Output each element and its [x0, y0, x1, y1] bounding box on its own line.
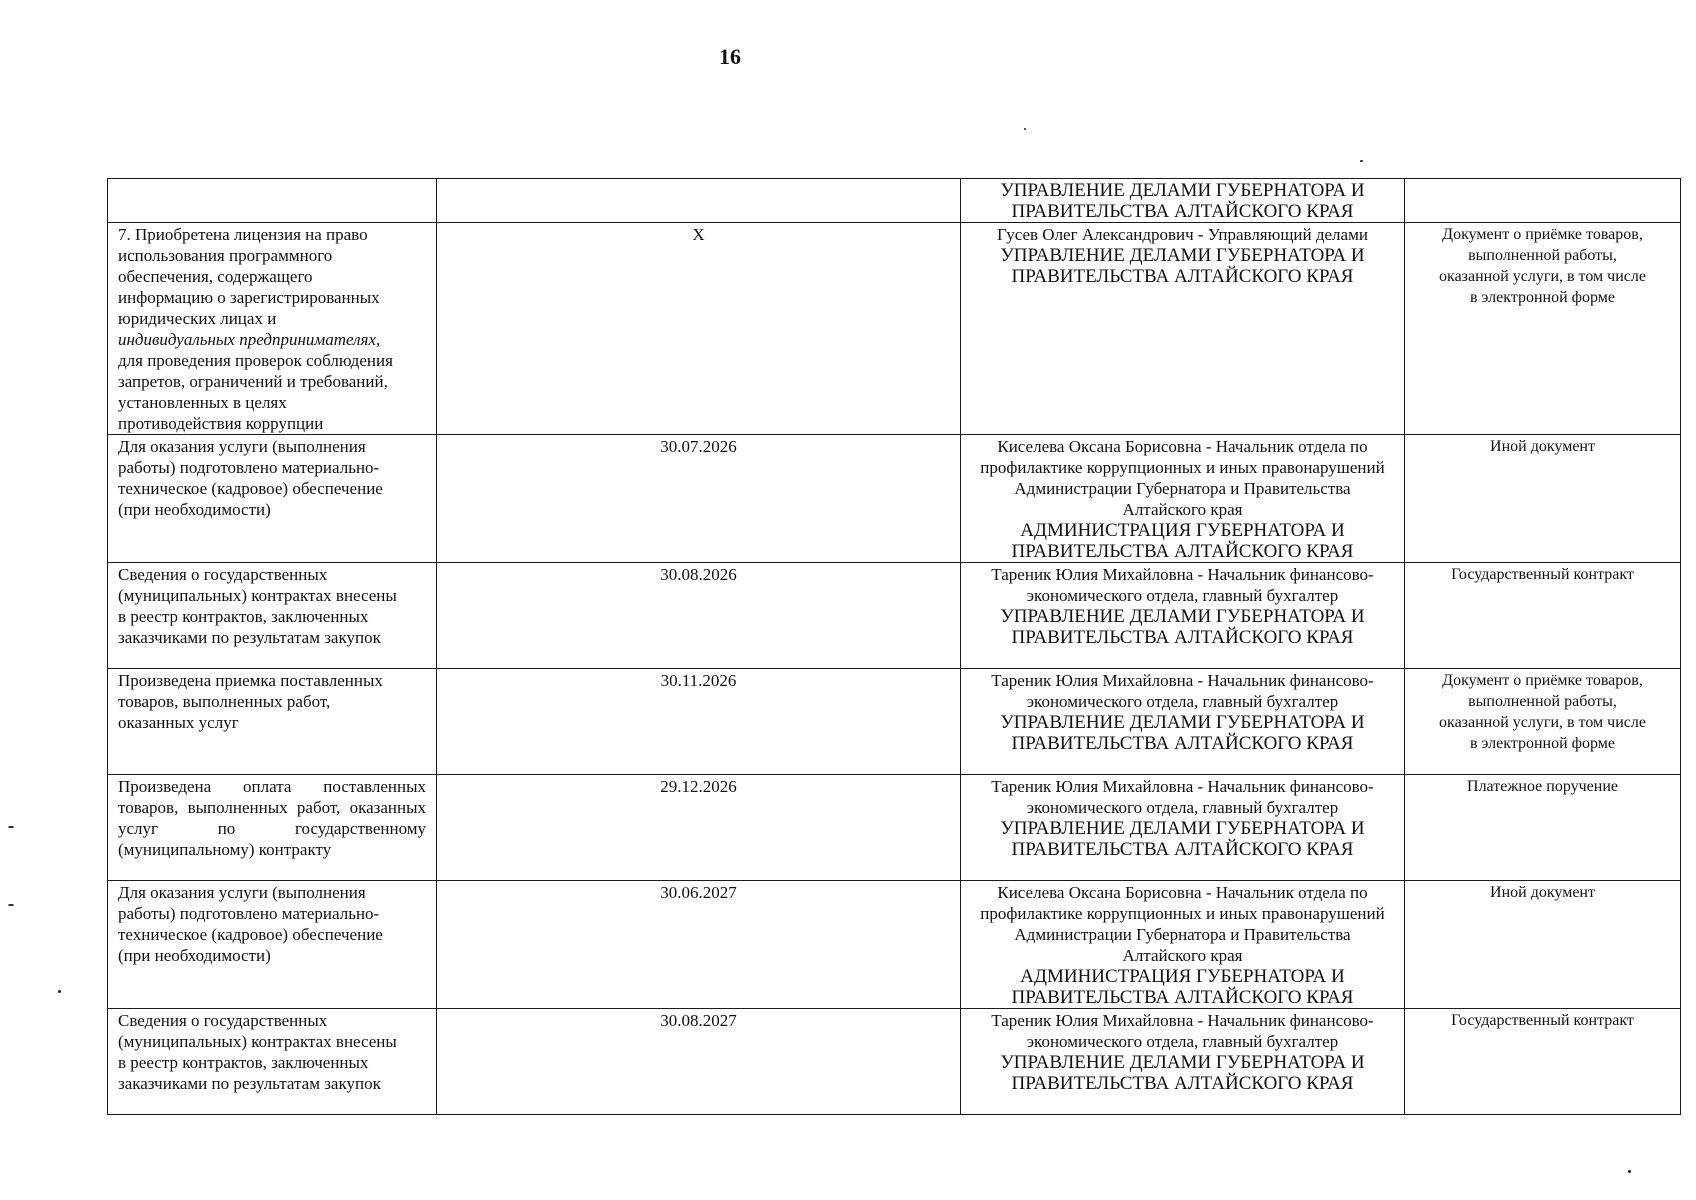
scan-speck	[1628, 1170, 1631, 1173]
event-line: (при необходимости)	[118, 500, 271, 519]
document-cell	[1405, 669, 1681, 775]
responsible-cell	[961, 881, 1405, 1009]
responsible-org-line: ПРАВИТЕЛЬСТВА АЛТАЙСКОГО КРАЯ	[1011, 541, 1354, 562]
document-line: Документ о приёмке товаров,	[1442, 226, 1643, 243]
table-row	[108, 563, 1681, 669]
responsible-org-line: УПРАВЛЕНИЕ ДЕЛАМИ ГУБЕРНАТОРА И	[1000, 245, 1365, 266]
document-line: Иной документ	[1490, 884, 1595, 901]
document-line: выполненной работы,	[1468, 693, 1617, 710]
date-cell	[437, 179, 961, 223]
document-line: оказанной услуги, в том числе	[1439, 714, 1646, 731]
page-number: 16	[719, 44, 741, 69]
document-cell	[1405, 881, 1681, 1009]
event-cell: Произведена оплата поставленных товаров, выполненных работ, оказанных услуг по государственному (муниципальному) контракту	[108, 775, 437, 881]
scan-speck	[1024, 128, 1026, 130]
scan-speck	[8, 826, 14, 828]
responsible-org-line: АДМИНИСТРАЦИЯ ГУБЕРНАТОРА И	[1020, 966, 1345, 987]
date-cell: 30.07.2026	[437, 435, 961, 563]
table-row	[108, 1009, 1681, 1115]
responsible-person: Гусев Олег Александрович - Управляющий делами	[997, 225, 1368, 244]
scan-speck	[58, 990, 61, 993]
document-cell	[1405, 223, 1681, 435]
event-line: оказанных услуг	[118, 713, 239, 732]
responsible-person: Тареник Юлия Михайловна - Начальник финансово-экономического отдела, главный бухгалтер	[991, 777, 1374, 817]
responsible-person: Киселева Оксана Борисовна - Начальник отдела по профилактике коррупционных и иных правонарушений Администрации Губернатора и Правительства Алтайского края	[980, 883, 1385, 965]
responsible-cell	[961, 669, 1405, 775]
event-line: Сведения о государственных	[118, 565, 328, 584]
table-row	[108, 179, 1681, 223]
event-cell	[108, 881, 437, 1009]
event-cell	[108, 223, 437, 435]
event-line: Произведена приемка поставленных	[118, 671, 383, 690]
document-cell	[1405, 775, 1681, 881]
event-cell	[108, 179, 437, 223]
event-line: (муниципальных) контрактах внесены	[118, 1032, 397, 1051]
responsible-person: Киселева Оксана Борисовна - Начальник отдела по профилактике коррупционных и иных правонарушений Администрации Губернатора и Правительства Алтайского края	[980, 437, 1385, 519]
document-line: Государственный контракт	[1451, 1012, 1634, 1029]
event-line: информацию о зарегистрированных	[118, 288, 380, 307]
event-cell	[108, 1009, 437, 1115]
table-row	[108, 435, 1681, 563]
event-line: заказчиками по результатам закупок	[118, 628, 381, 647]
responsible-org-line: УПРАВЛЕНИЕ ДЕЛАМИ ГУБЕРНАТОРА И	[1000, 1052, 1365, 1073]
event-line: заказчиками по результатам закупок	[118, 1074, 381, 1093]
responsible-org-line: УПРАВЛЕНИЕ ДЕЛАМИ ГУБЕРНАТОРА И	[1000, 606, 1365, 627]
table-row	[108, 881, 1681, 1009]
document-cell	[1405, 1009, 1681, 1115]
responsible-cell	[961, 563, 1405, 669]
responsible-org-line: ПРАВИТЕЛЬСТВА АЛТАЙСКОГО КРАЯ	[1011, 627, 1354, 648]
event-line: Для оказания услуги (выполнения	[118, 883, 366, 902]
date-cell: X	[437, 223, 961, 435]
event-line: для проведения проверок соблюдения	[118, 351, 393, 370]
plan-table	[107, 178, 1681, 1115]
responsible-org-line: УПРАВЛЕНИЕ ДЕЛАМИ ГУБЕРНАТОРА И	[1000, 712, 1365, 733]
event-cell	[108, 435, 437, 563]
responsible-org-line: ПРАВИТЕЛЬСТВА АЛТАЙСКОГО КРАЯ	[1011, 1073, 1354, 1094]
document-line: оказанной услуги, в том числе	[1439, 268, 1646, 285]
event-line: обеспечения, содержащего	[118, 267, 313, 286]
responsible-org-line: УПРАВЛЕНИЕ ДЕЛАМИ ГУБЕРНАТОРА И	[1000, 818, 1365, 839]
table-row	[108, 223, 1681, 435]
document-line: Платежное поручение	[1467, 778, 1618, 795]
responsible-cell	[961, 1009, 1405, 1115]
event-line: техническое (кадровое) обеспечение	[118, 479, 383, 498]
event-line: товаров, выполненных работ,	[118, 692, 331, 711]
event-cell	[108, 669, 437, 775]
table-row	[108, 775, 1681, 881]
document-line: в электронной форме	[1469, 735, 1615, 752]
event-line: в реестр контрактов, заключенных	[118, 1053, 369, 1072]
event-cell	[108, 563, 437, 669]
event-line: (при необходимости)	[118, 946, 271, 965]
event-line: индивидуальных предпринимателях,	[118, 330, 381, 349]
responsible-org-line: УПРАВЛЕНИЕ ДЕЛАМИ ГУБЕРНАТОРА И	[1000, 180, 1365, 201]
date-cell: 30.08.2027	[437, 1009, 961, 1115]
responsible-person: Тареник Юлия Михайловна - Начальник финансово-экономического отдела, главный бухгалтер	[991, 1011, 1374, 1051]
responsible-person: Тареник Юлия Михайловна - Начальник финансово-экономического отдела, главный бухгалтер	[991, 565, 1374, 605]
responsible-org-line: ПРАВИТЕЛЬСТВА АЛТАЙСКОГО КРАЯ	[1011, 839, 1354, 860]
responsible-org-line: ПРАВИТЕЛЬСТВА АЛТАЙСКОГО КРАЯ	[1011, 266, 1354, 287]
event-line: Для оказания услуги (выполнения	[118, 437, 366, 456]
event-line: в реестр контрактов, заключенных	[118, 607, 369, 626]
date-cell: 30.11.2026	[437, 669, 961, 775]
event-line: техническое (кадровое) обеспечение	[118, 925, 383, 944]
responsible-org-line: ПРАВИТЕЛЬСТВА АЛТАЙСКОГО КРАЯ	[1011, 733, 1354, 754]
date-cell: 30.08.2026	[437, 563, 961, 669]
document-cell	[1405, 179, 1681, 223]
document-line: Документ о приёмке товаров,	[1442, 672, 1643, 689]
document-line: Иной документ	[1490, 438, 1595, 455]
scan-speck	[8, 904, 14, 906]
responsible-cell	[961, 223, 1405, 435]
event-line: (муниципальных) контрактах внесены	[118, 586, 397, 605]
document-line: выполненной работы,	[1468, 247, 1617, 264]
event-line: Сведения о государственных	[118, 1011, 328, 1030]
event-line: работы) подготовлено материально-	[118, 904, 380, 923]
responsible-org-line: ПРАВИТЕЛЬСТВА АЛТАЙСКОГО КРАЯ	[1011, 987, 1354, 1008]
responsible-cell	[961, 775, 1405, 881]
document-line: Государственный контракт	[1451, 566, 1634, 583]
date-cell: 29.12.2026	[437, 775, 961, 881]
scan-speck	[1360, 160, 1363, 162]
document-line: в электронной форме	[1469, 289, 1615, 306]
responsible-person: Тареник Юлия Михайловна - Начальник финансово-экономического отдела, главный бухгалтер	[991, 671, 1374, 711]
event-line: противодействия коррупции	[118, 414, 324, 433]
event-line: запретов, ограничений и требований,	[118, 372, 388, 391]
event-line: установленных в целях	[118, 393, 287, 412]
event-line: юридических лицах и	[118, 309, 277, 328]
document-cell	[1405, 563, 1681, 669]
responsible-org-line: АДМИНИСТРАЦИЯ ГУБЕРНАТОРА И	[1020, 520, 1345, 541]
event-line: 7. Приобретена лицензия на право	[118, 225, 368, 244]
responsible-cell	[961, 435, 1405, 563]
document-cell	[1405, 435, 1681, 563]
date-cell: 30.06.2027	[437, 881, 961, 1009]
responsible-org-line: ПРАВИТЕЛЬСТВА АЛТАЙСКОГО КРАЯ	[1011, 201, 1354, 222]
responsible-cell	[961, 179, 1405, 223]
event-line: работы) подготовлено материально-	[118, 458, 380, 477]
table-row	[108, 669, 1681, 775]
event-line: использования программного	[118, 246, 333, 265]
